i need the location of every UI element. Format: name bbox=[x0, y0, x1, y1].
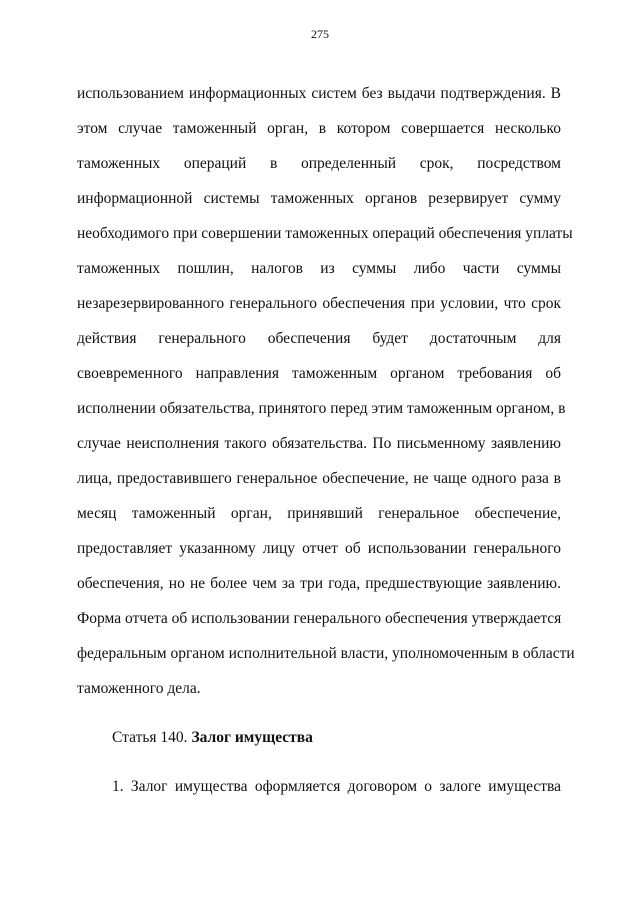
paragraph-line: Форма отчета об использовании генерального обеспечения утверждается bbox=[77, 610, 562, 627]
paragraph-line: таможенных пошлин, налогов из суммы либо части суммы bbox=[77, 260, 561, 277]
body-paragraph bbox=[77, 83, 575, 713]
paragraph-line: использованием информационных систем без выдачи подтверждения. В bbox=[77, 85, 561, 102]
page-number: 275 bbox=[311, 27, 329, 41]
paragraph-line: федеральным органом исполнительной власти, уполномоченным в области bbox=[77, 645, 575, 662]
paragraph-line: необходимого при совершении таможенных операций обеспечения уплаты bbox=[77, 225, 573, 242]
paragraph-line: месяц таможенный орган, принявший генеральное обеспечение, bbox=[77, 505, 561, 522]
paragraph-line: предоставляет указанному лицу отчет об использовании генерального bbox=[77, 540, 561, 557]
paragraph-line: случае неисполнения такого обязательства. По письменному заявлению bbox=[77, 435, 561, 452]
next-paragraph-line: 1. Залог имущества оформляется договором о залоге имущества bbox=[112, 778, 561, 795]
paragraph-line: исполнении обязательства, принятого перед этим таможенным органом, в bbox=[77, 400, 566, 417]
paragraph-line: действия генерального обеспечения будет достаточным для bbox=[77, 330, 561, 347]
paragraph-line: своевременного направления таможенным органом требования об bbox=[77, 365, 561, 382]
paragraph-line: информационной системы таможенных органов резервирует сумму bbox=[77, 190, 561, 207]
paragraph-line: таможенного дела. bbox=[77, 680, 201, 697]
paragraph-line: лица, предоставившего генеральное обеспечение, не чаще одного раза в bbox=[77, 470, 561, 487]
article-prefix: Статья 140. bbox=[112, 729, 188, 746]
paragraph-line: таможенных операций в определенный срок, посредством bbox=[77, 155, 561, 172]
paragraph-line: этом случае таможенный орган, в котором совершается несколько bbox=[77, 120, 561, 137]
article-title: Залог имущества bbox=[191, 729, 313, 746]
paragraph-line: обеспечения, но не более чем за три года, предшествующие заявлению. bbox=[77, 575, 561, 592]
article-heading bbox=[112, 727, 313, 749]
paragraph-line: незарезервированного генерального обеспечения при условии, что срок bbox=[77, 295, 561, 312]
